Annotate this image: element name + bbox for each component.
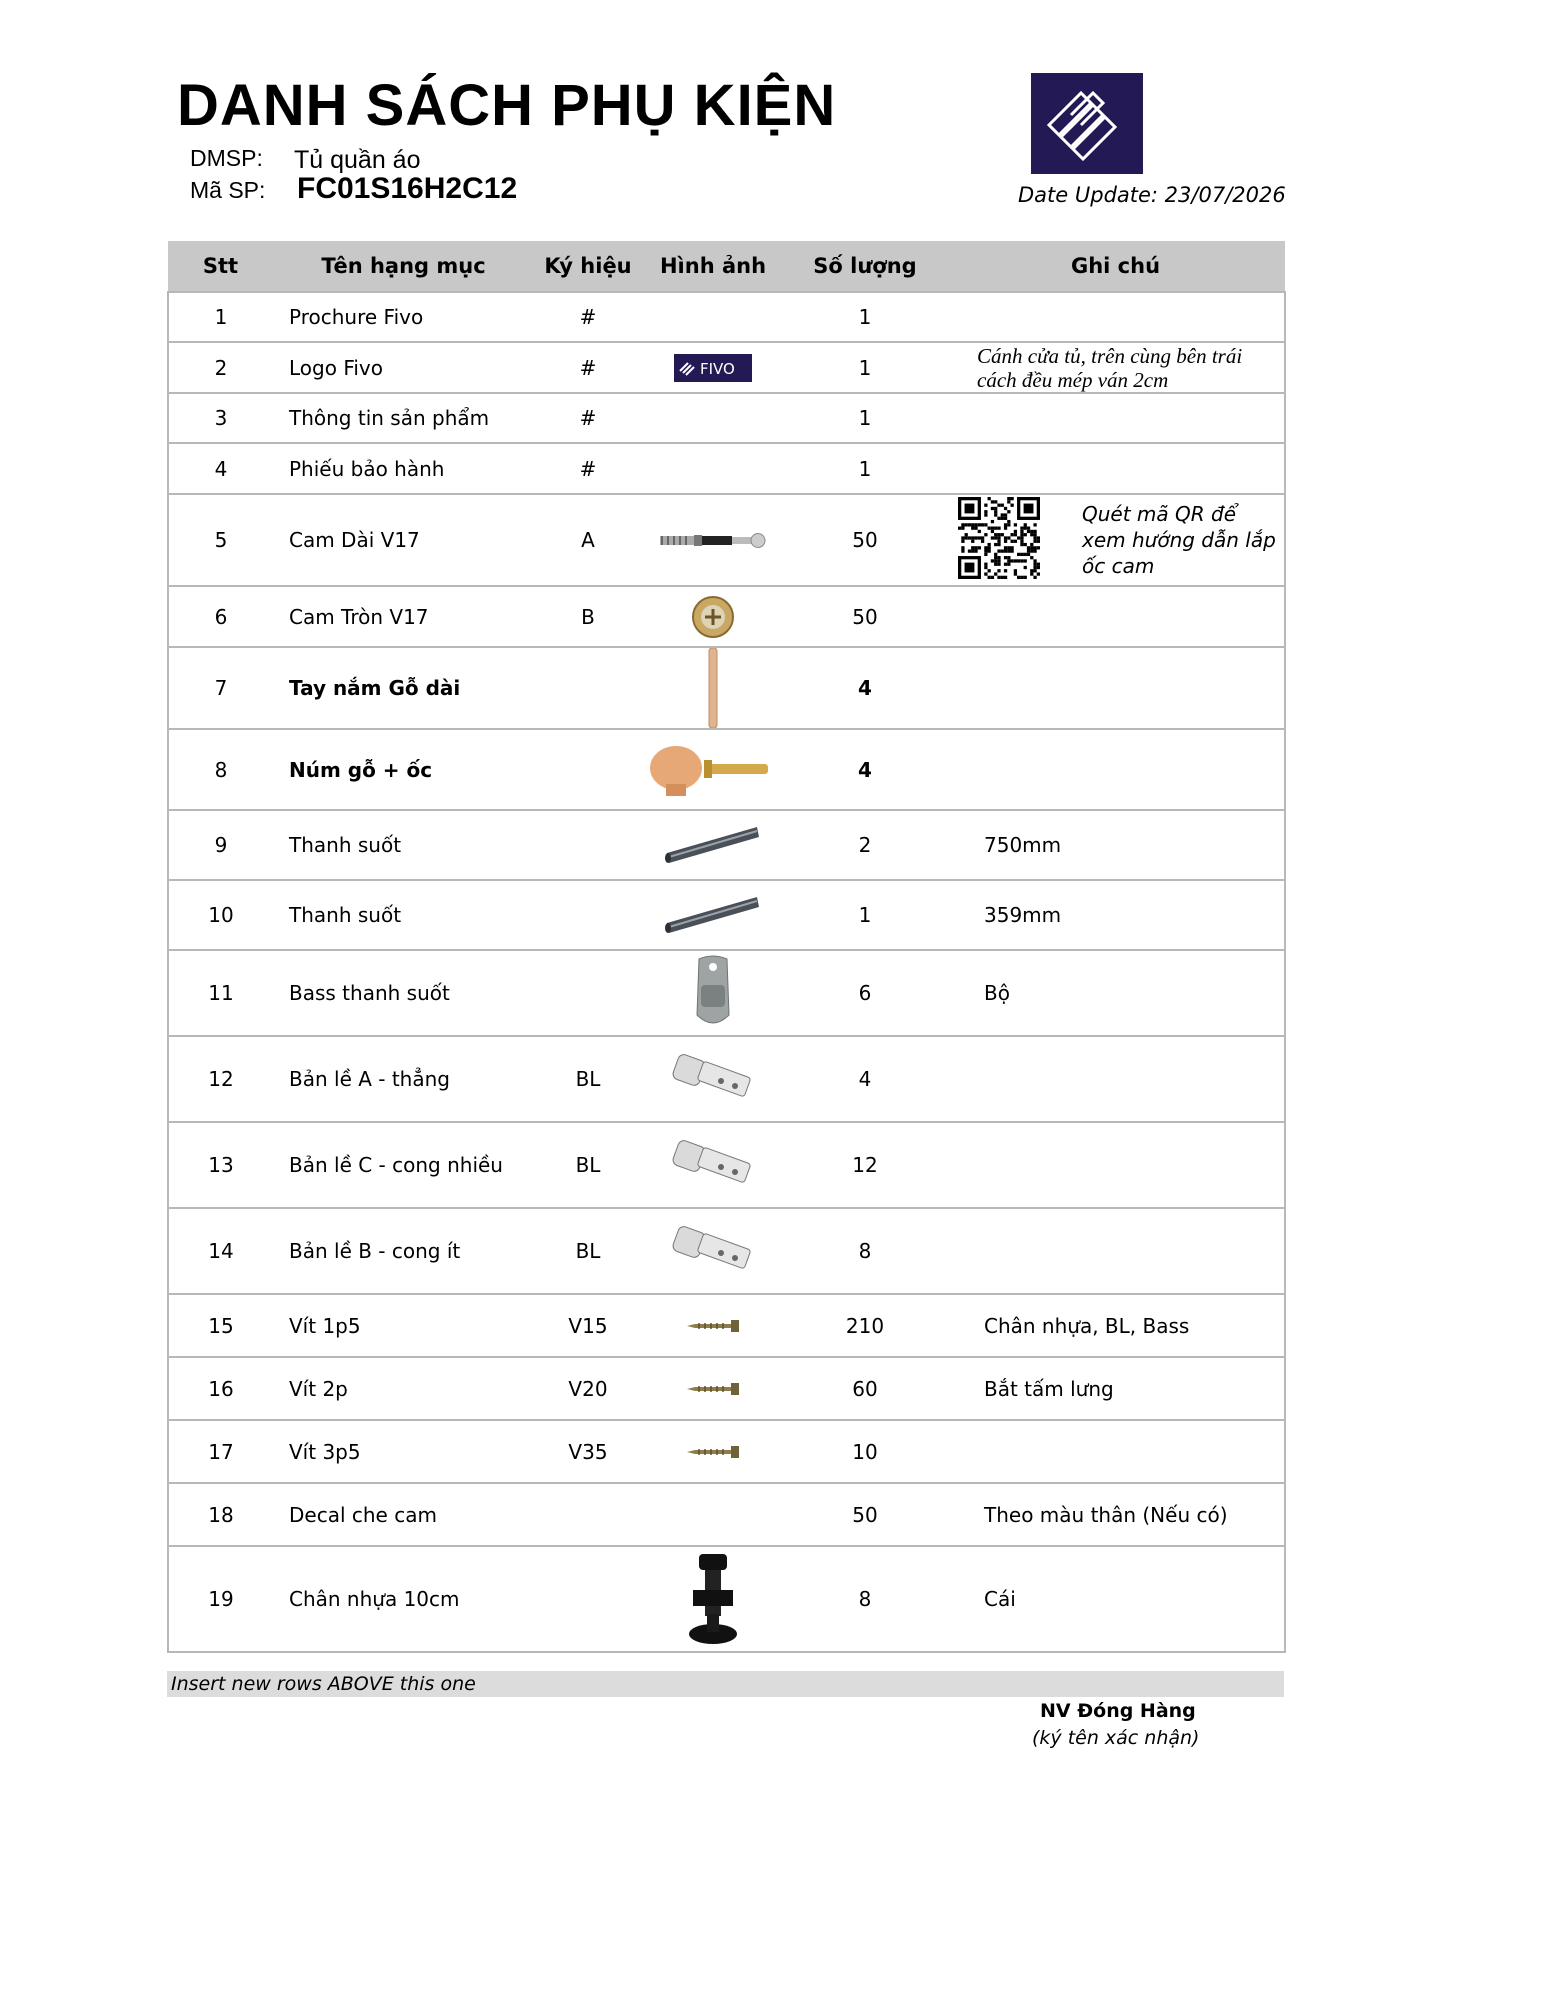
row-image (642, 1420, 784, 1483)
row-code: # (534, 443, 642, 494)
wood-handle-icon (642, 648, 784, 728)
row-qty: 4 (784, 647, 946, 729)
row-image (642, 1357, 784, 1420)
row-code (534, 880, 642, 950)
row-image (642, 1208, 784, 1294)
row-code: BL (534, 1036, 642, 1122)
table-row (168, 1208, 1285, 1294)
row-note: Chân nhựa, BL, Bass (946, 1294, 1285, 1357)
row-image (642, 880, 784, 950)
row-note: 359mm (946, 880, 1285, 950)
row-name: Logo Fivo (273, 342, 534, 393)
row-name: Thanh suốt (273, 880, 534, 950)
col-qty: Số lượng (784, 241, 946, 292)
row-note: Bộ (946, 950, 1285, 1036)
row-image (642, 1036, 784, 1122)
row-name: Thông tin sản phẩm (273, 393, 534, 443)
page-title: DANH SÁCH PHỤ KIỆN (177, 73, 837, 138)
row-stt: 11 (168, 950, 273, 1036)
row-name: Chân nhựa 10cm (273, 1546, 534, 1652)
row-code: A (534, 494, 642, 586)
row-stt: 7 (168, 647, 273, 729)
row-stt: 19 (168, 1546, 273, 1652)
row-name: Vít 3p5 (273, 1420, 534, 1483)
row-stt: 10 (168, 880, 273, 950)
row-code (534, 1483, 642, 1546)
row-name: Cam Tròn V17 (273, 586, 534, 647)
table-row (168, 1357, 1285, 1420)
row-image (642, 729, 784, 810)
table-row (168, 292, 1285, 342)
row-note (946, 1208, 1285, 1294)
row-qty: 1 (784, 443, 946, 494)
table-row (168, 1420, 1285, 1483)
signer-hint: (ký tên xác nhận) (1032, 1727, 1200, 1749)
row-stt: 13 (168, 1122, 273, 1208)
row-name: Thanh suốt (273, 810, 534, 880)
row-code (534, 810, 642, 880)
row-note: Bắt tấm lưng (946, 1357, 1285, 1420)
row-note (946, 292, 1285, 342)
row-note (946, 1420, 1285, 1483)
row-qty: 4 (784, 1036, 946, 1122)
row-name: Phiếu bảo hành (273, 443, 534, 494)
rod-bracket-icon (642, 955, 784, 1031)
col-name: Tên hạng mục (273, 241, 534, 292)
row-stt: 17 (168, 1420, 273, 1483)
row-qty: 50 (784, 1483, 946, 1546)
row-image (642, 1546, 784, 1652)
row-code: # (534, 393, 642, 443)
row-stt: 8 (168, 729, 273, 810)
table-row (168, 1546, 1285, 1652)
col-note: Ghi chú (946, 241, 1285, 292)
row-name: Bản lề A - thẳng (273, 1036, 534, 1122)
row-note (946, 494, 1285, 586)
row-code: V20 (534, 1357, 642, 1420)
date-update: Date Update: 23/07/2026 (1018, 183, 1286, 207)
row-code: # (534, 342, 642, 393)
row-code (534, 647, 642, 729)
row-image (642, 1122, 784, 1208)
row-code: V35 (534, 1420, 642, 1483)
row-qty: 210 (784, 1294, 946, 1357)
row-qty: 1 (784, 292, 946, 342)
screw-icon (642, 1381, 784, 1397)
row-image (642, 342, 784, 393)
row-note (946, 647, 1285, 729)
hinge-icon (642, 1051, 784, 1107)
row-qty: 4 (784, 729, 946, 810)
table-row (168, 1294, 1285, 1357)
dmsp-value: Tủ quần áo (294, 146, 421, 174)
table-row (168, 1483, 1285, 1546)
row-code (534, 950, 642, 1036)
row-stt: 12 (168, 1036, 273, 1122)
cam-dowel-icon (642, 528, 784, 552)
row-code (534, 729, 642, 810)
row-note (946, 586, 1285, 647)
row-name: Vít 2p (273, 1357, 534, 1420)
row-name: Cam Dài V17 (273, 494, 534, 586)
screw-icon (642, 1318, 784, 1334)
row-qty: 1 (784, 393, 946, 443)
wood-knob-icon (642, 740, 784, 800)
row-code: BL (534, 1208, 642, 1294)
dmsp-label: DMSP: (190, 145, 263, 171)
row-name: Núm gỗ + ốc (273, 729, 534, 810)
row-stt: 4 (168, 443, 273, 494)
row-qty: 6 (784, 950, 946, 1036)
row-name: Decal che cam (273, 1483, 534, 1546)
cam-round-icon (642, 595, 784, 639)
row-stt: 16 (168, 1357, 273, 1420)
table-row (168, 647, 1285, 729)
row-name: Tay nắm Gỗ dài (273, 647, 534, 729)
row-note (946, 443, 1285, 494)
row-qty: 60 (784, 1357, 946, 1420)
row-image (642, 586, 784, 647)
row-stt: 18 (168, 1483, 273, 1546)
row-note (946, 1122, 1285, 1208)
row-name: Prochure Fivo (273, 292, 534, 342)
table-row (168, 729, 1285, 810)
screw-icon (642, 1444, 784, 1460)
row-qty: 12 (784, 1122, 946, 1208)
row-qty: 10 (784, 1420, 946, 1483)
table-row (168, 443, 1285, 494)
row-name: Bass thanh suốt (273, 950, 534, 1036)
logo-fivo-text: FIVO (700, 359, 735, 378)
row-stt: 6 (168, 586, 273, 647)
row-stt: 14 (168, 1208, 273, 1294)
row-note: Theo màu thân (Nếu có) (946, 1483, 1285, 1546)
row-qty: 2 (784, 810, 946, 880)
row-qty: 1 (784, 342, 946, 393)
row-qty: 8 (784, 1208, 946, 1294)
qr-note: Quét mã QR để xem hướng dẫn lắp ốc cam (1082, 502, 1276, 578)
row-note (946, 1036, 1285, 1122)
row-stt: 3 (168, 393, 273, 443)
row-image (642, 647, 784, 729)
col-stt: Stt (168, 241, 273, 292)
row-image (642, 810, 784, 880)
row-stt: 9 (168, 810, 273, 880)
row-qty: 1 (784, 880, 946, 950)
table-row (168, 342, 1285, 393)
table-row (168, 810, 1285, 880)
row-note: Cánh cửa tủ, trên cùng bên trái cách đều mép ván 2cm (946, 342, 1285, 393)
table-row (168, 494, 1285, 586)
logo-fivo-icon (642, 354, 784, 382)
masp-value: FC01S16H2C12 (297, 172, 518, 205)
masp-label: Mã SP: (190, 177, 266, 203)
signer-role: NV Đóng Hàng (1040, 1700, 1196, 1722)
row-code: # (534, 292, 642, 342)
row-note: Cái (946, 1546, 1285, 1652)
insert-rows-note: Insert new rows ABOVE this one (167, 1671, 1284, 1697)
row-image (642, 443, 784, 494)
row-image (642, 393, 784, 443)
col-code: Ký hiệu (534, 241, 642, 292)
table-row (168, 1036, 1285, 1122)
table-header-row (168, 241, 1285, 292)
hinge-icon (642, 1223, 784, 1279)
brand-logo-icon (1031, 73, 1143, 174)
row-image (642, 1483, 784, 1546)
row-stt: 15 (168, 1294, 273, 1357)
table-row (168, 586, 1285, 647)
col-image: Hình ảnh (642, 241, 784, 292)
row-image (642, 292, 784, 342)
row-code: V15 (534, 1294, 642, 1357)
accessory-table (167, 241, 1284, 1653)
row-code (534, 1546, 642, 1652)
row-code: BL (534, 1122, 642, 1208)
row-name: Bản lề C - cong nhiều (273, 1122, 534, 1208)
table-row (168, 393, 1285, 443)
table-row (168, 950, 1285, 1036)
rod-icon (642, 823, 784, 867)
table-row (168, 1122, 1285, 1208)
hinge-icon (642, 1137, 784, 1193)
row-stt: 5 (168, 494, 273, 586)
row-name: Vít 1p5 (273, 1294, 534, 1357)
rod-icon (642, 893, 784, 937)
plastic-foot-icon (642, 1552, 784, 1646)
row-name: Bản lề B - cong ít (273, 1208, 534, 1294)
table-row (168, 880, 1285, 950)
row-qty: 50 (784, 494, 946, 586)
row-image (642, 1294, 784, 1357)
row-note (946, 393, 1285, 443)
row-note: 750mm (946, 810, 1285, 880)
row-code: B (534, 586, 642, 647)
row-qty: 50 (784, 586, 946, 647)
row-stt: 1 (168, 292, 273, 342)
row-qty: 8 (784, 1546, 946, 1652)
row-image (642, 494, 784, 586)
row-image (642, 950, 784, 1036)
row-stt: 2 (168, 342, 273, 393)
qr-code-icon (958, 497, 1040, 584)
row-note (946, 729, 1285, 810)
